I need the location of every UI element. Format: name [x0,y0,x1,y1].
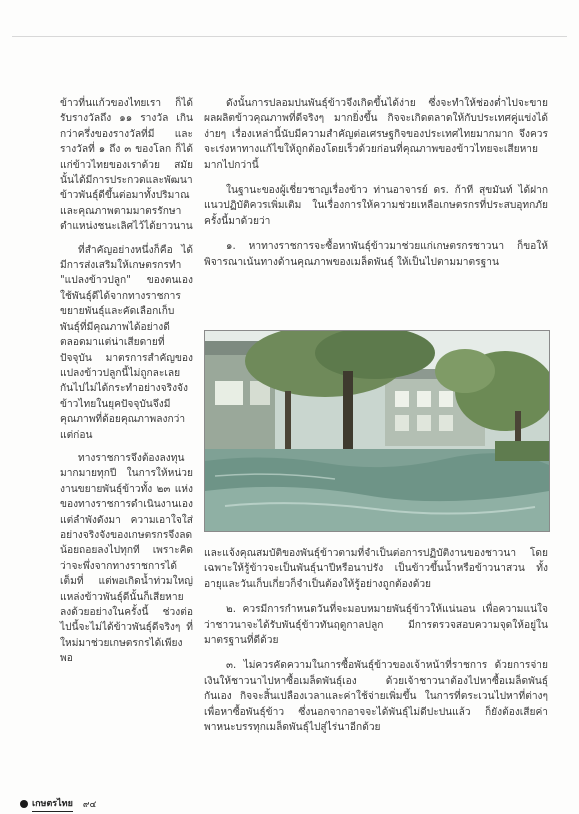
right-paragraph-5: ๓. ไม่ควรคัดความในการซื้อพันธุ์ข้าวของเจ้าหน้าที่ราชการ ด้วยการจ่ายเงินให้ชาวนาไปหาซื้อเมล็ดพันธุ์เอง ด้วยเจ้าชาวนาต้องไปหาซื้อเมล็ดพันธุ์กันเอง กิจจะสิ้นเปลืองเวลาและค่าใช้จ่ายเพิ่มขึ้น ในการที่ตระเวนไปหาที่ต่างๆ เพื่อหาซื้อพันธุ์ข้าว ซึ่งนอกจากอาจจะได้พันธุ์ไม่ดีปะปนแล้ว ก็ยังต้องเสียค่าพาหนะบรรทุกเมล็ดพันธุ์ไปสู่ไร่นาอีกด้วย [204,660,548,734]
right-column-top [204,96,548,280]
right-paragraph-3: ๑. หาทางราชการจะซื้อหาพันธุ์ข้าวมาช่วยแก่เกษตรกรชาวนา ก็ขอให้พิจารณาเน้นทางด้านคุณภาพของเมล็ดพันธุ์ ให้เป็นไปตามมาตรฐาน [204,241,548,268]
page-number: ๙๔ [82,800,97,810]
left-paragraph-3: ทางราชการจึงต้องลงทุนมากมายทุกปี ในการให้หน่วยงานขยายพันธุ์ข้าวทั้ง ๒๓ แห่งของทางราชการดำเนินงานเองแต่ลำพังดังมา ความเอาใจใส่อย่างจริงจังของเกษตรกรจึงลดน้อยถอยลงไปทุกที เพราะคิดว่าจะพึ่งจากทางราชการได้เต็มที่ แต่พอเกิดน้ำท่วมใหญ่ แหล่งข้าวพันธุ์ดีนั้นก็เสียหายลงด้วยอย่างในครั้งนี้ ช่วงต่อไปนี้จะไม่ได้ข้าวพันธุ์ดีจริงๆ ที่ใหม่มาช่วยเกษตรกรได้เพียงพอ [60,452,193,665]
magazine-name: เกษตรไทย [32,796,73,812]
left-paragraph-1: ข้าวที่นแก้วของไทยเรา ก็ได้รับรางวัลถึง ๑๑ รางวัล เกินกว่าครึ่งของรางวัลที่มี และรางวัลที่ ๑ ถึง ๓ ของโลก ก็ได้แก่ข้าวไทยของเราด้วย สมัยนั้นได้มีการประกวดและพัฒนาข้าวพันธุ์ดีขึ้นต่อมาทั้งปริมาณและคุณภาพตามมาตรรักษาตำแหน่งชนะเลิศไว้ได้ยาวนาน [60,98,193,233]
right-column-bottom [204,546,548,745]
right-paragraph-4: ๒. ควรมีการกำหนดวันที่จะมอบหมายพันธุ์ข้าวให้แน่นอน เพื่อความแน่ใจว่าชาวนาจะได้รับพันธุ์ข้าวทันฤดูกาลปลูก มีการตรวจสอบความจุดให้อยู่ในมาตรฐานที่ดีด้วย [204,604,548,647]
flood-photo-icon [205,331,549,531]
bullet-icon [20,800,28,808]
right-paragraph-1: ดังนั้นการปลอมปนพันธุ์ข้าวจึงเกิดขึ้นได้ง่าย ซึ่งจะทำให้ช่องต่ำไปจะขายผลผลิตข้าวคุณภาพที่ดีจริงๆ มากยิ่งขึ้น กิจจะเกิดตลาดให้กับประเทศคู่แข่งได้ง่ายๆ เรื่องเหล่านี้นับมีความสำคัญต่อเศรษฐกิจของประเทศไทยมากมาก จึงควรจะเร่งหาทางแก้ไขให้ถูกต้องโดยเร็วด้วยก่อนที่คุณภาพของข้าวไทยจะเสียหายมากไปกว่านี้ [204,98,548,171]
top-rule [12,36,567,37]
flood-photo [204,330,550,532]
right-continuation: และแจ้งคุณสมบัติของพันธุ์ข้าวตามที่จำเป็นต่อการปฏิบัติงานของชาวนา โดยเฉพาะให้รู้ข้าวจะเป็นพันธุ์นาปีหรือนาปรัง เป็นข้าวขึ้นน้ำหรือข้าวนาสวน ทั้งอายุและวันเก็บเกี่ยวก็จำเป็นต้องให้รู้อย่างถูกต้องด้วย [204,548,548,590]
left-paragraph-2: ที่สำคัญอย่างหนึ่งก็คือ ได้มีการส่งเสริมให้เกษตรกรทำ "แปลงข้าวปลูก" ของตนเอง ใช้พันธุ์ดีได้จากทางราชการขยายพันธุ์และคัดเลือกเก็บพันธุ์ที่มีคุณภาพได้อย่างดีตลอดมาแต่น่าเสียดายที่ปัจจุบัน มาตรการสำคัญของแปลงข้าวปลูกนี้ไม่ถูกละเลยกันไปไม่ได้กระทำอย่างจริงจัง ข้าวไทยในยุคปัจจุบันจึงมีคุณภาพที่ด้อยคุณภาพลงกว่าแต่ก่อน [60,244,193,441]
right-paragraph-2: ในฐานะของผู้เชี่ยวชาญเรื่องข้าว ท่านอาจารย์ ดร. ก้าที สุขมันท์ ได้ฝากแนวปฏิบัติควรเพิ่มเติม ในเรื่องการให้ความช่วยเหลือเกษตรกรที่ประสบอุทกภัยครั้งนี้มาด้วยว่า [204,185,548,227]
page-footer [20,798,96,810]
left-column [60,96,193,675]
